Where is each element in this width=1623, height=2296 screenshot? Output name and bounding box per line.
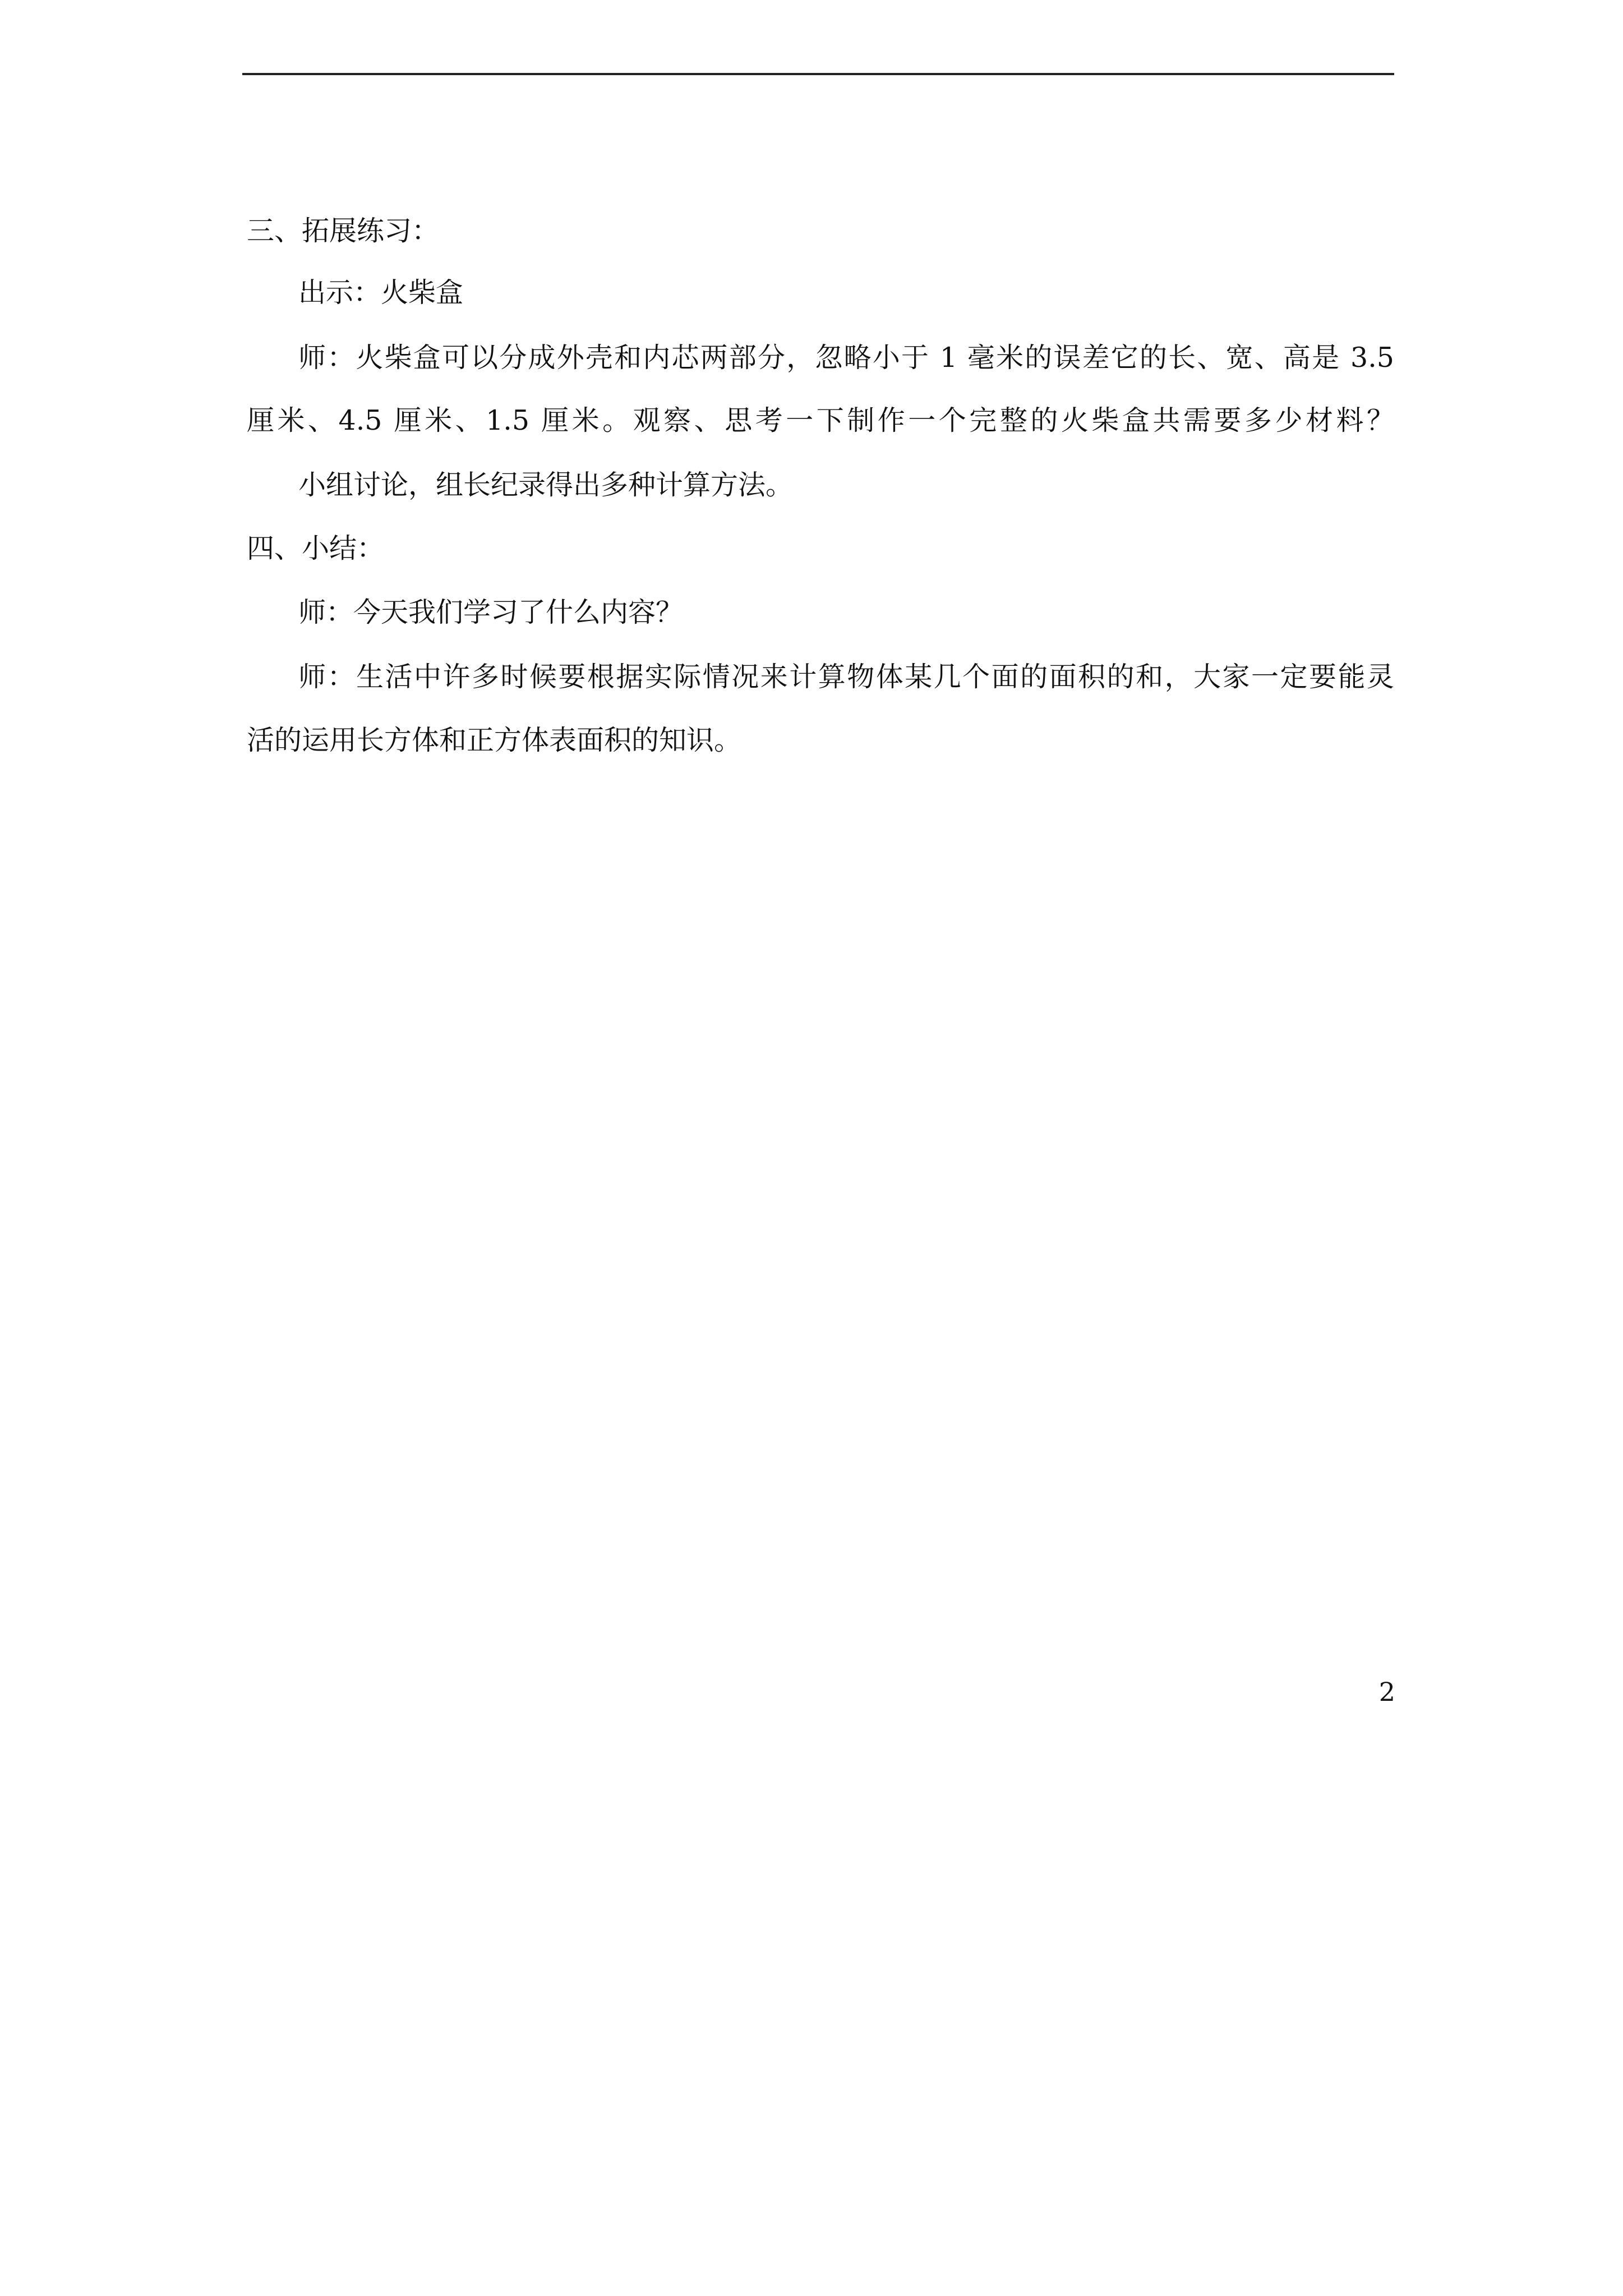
teacher-summary-line-1: 师：生活中许多时候要根据实际情况来计算物体某几个面的面积的和，大家一定要能灵 — [298, 661, 1394, 693]
page-number: 2 — [1378, 1677, 1395, 1707]
teacher-summary-line-2: 活的运用长方体和正方体表面积的知识。 — [247, 724, 742, 756]
teacher-paragraph-line-2: 厘米、4.5 厘米、1.5 厘米。观察、思考一下制作一个完整的火柴盒共需要多少材料？ — [247, 404, 1394, 436]
section-heading-extension-practice: 三、拓展练习： — [247, 215, 440, 247]
group-discussion-text: 小组讨论，组长纪录得出多种计算方法。 — [298, 469, 794, 501]
show-item-text: 出示：火柴盒 — [298, 277, 464, 309]
teacher-paragraph-line-1: 师：火柴盒可以分成外壳和内芯两部分，忽略小于 1 毫米的误差它的长、宽、高是 3.5 — [298, 342, 1394, 374]
header-rule — [242, 73, 1394, 75]
section-heading-summary: 四、小结： — [247, 532, 385, 564]
teacher-question-text: 师：今天我们学习了什么内容？ — [298, 596, 684, 628]
